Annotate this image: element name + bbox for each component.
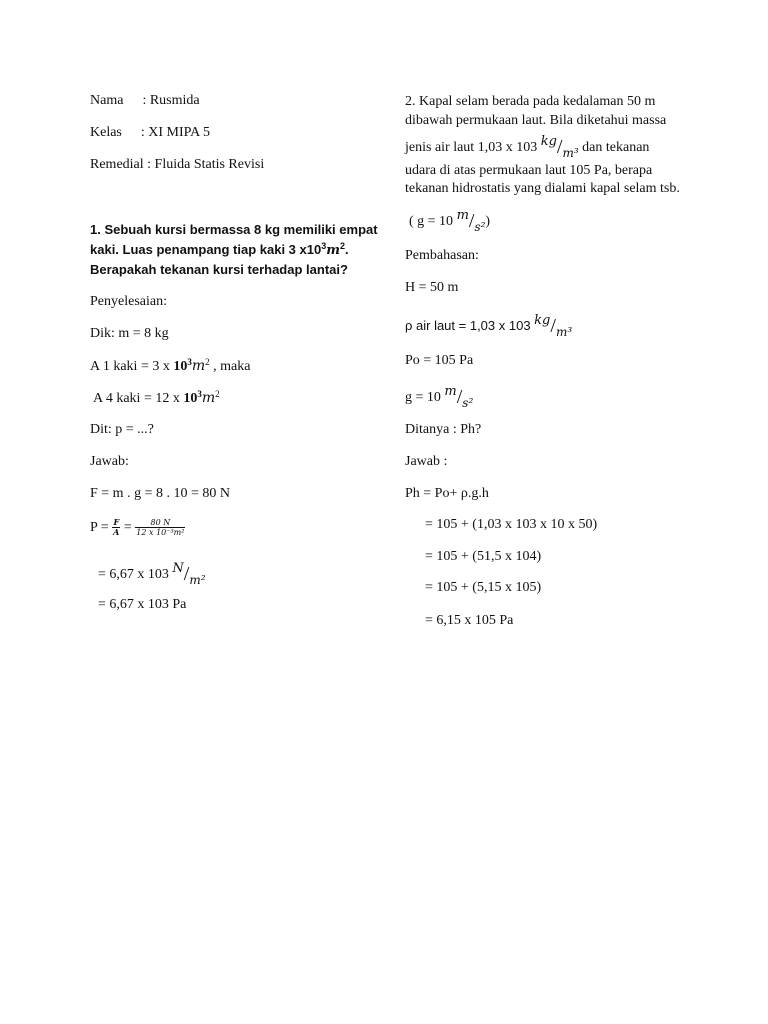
q1-penyelesaian: Penyelesaian:	[90, 294, 167, 309]
q1-r1-unit	[172, 561, 205, 586]
q2-pembahasan: Pembahasan:	[405, 248, 479, 263]
q2-g-unit-den: s²	[474, 220, 486, 234]
nama-row	[90, 92, 200, 110]
q1-a4-prefix: A 4 kaki = 12 x	[93, 391, 184, 406]
q1-p-prefix: P =	[90, 520, 109, 535]
q1-frac-f-over-a	[112, 518, 120, 537]
q1-line2-text: kaki. Luas penampang tiap kaki 3 x10	[90, 242, 322, 257]
q2-g-unit	[457, 208, 486, 233]
nama-value: : Rusmida	[142, 93, 200, 108]
q2-text-line5: tekanan hidrostatis yang dialami kapal selam tsb.	[405, 181, 680, 196]
q2-g-prefix: ( g = 10	[409, 214, 457, 229]
q1-a1-pow: 10	[173, 359, 188, 374]
q1-frac2-den: 12 x 10⁻³m²	[136, 528, 185, 538]
q2-step2: = 105 + (51,5 x 104)	[425, 549, 542, 564]
q2-text-line1: 2. Kapal selam berada pada kedalaman 50 m	[405, 94, 656, 109]
q1-jawab: Jawab:	[90, 454, 129, 469]
q2-rho-unit	[534, 313, 572, 338]
remedial-title: Remedial : Fluida Statis Revisi	[90, 157, 265, 172]
q1-force-eq: F = m . g = 8 . 10 = 80 N	[90, 486, 230, 501]
q1-text-line1: 1. Sebuah kursi bermassa 8 kg memiliki empat	[90, 222, 378, 237]
kelas-row	[90, 124, 210, 142]
q2-ph-formula: Ph = Po+ ρ.g.h	[405, 486, 489, 501]
q2-g	[405, 384, 473, 409]
kelas-value: : XI MIPA 5	[140, 125, 211, 140]
q2-line3-unit-num: kg	[540, 134, 557, 149]
q2-step4: = 6,15 x 105 Pa	[425, 613, 514, 628]
q1-a1	[90, 357, 250, 376]
q2-h: H = 50 m	[405, 280, 459, 295]
q1-text-line2	[90, 241, 349, 260]
q1-frac1-num: F	[113, 517, 120, 528]
q2-g2-slash: /	[456, 386, 463, 408]
q1-a4-m: m	[201, 390, 216, 406]
q1-frac-values	[135, 518, 185, 537]
nama-label: Nama	[90, 93, 124, 108]
q2-g2-unit	[444, 384, 473, 409]
q1-r1-prefix: = 6,67 x 103	[98, 567, 173, 582]
q1-r1-unit-den: m²	[189, 573, 206, 587]
q1-pressure-eq	[90, 515, 185, 541]
q1-frac2-num: 80 N	[135, 518, 185, 528]
q2-g-unit-num: m	[456, 208, 469, 223]
q2-line3-prefix: jenis air laut 1,03 x 103	[405, 140, 541, 155]
q2-line3-unit-den: m³	[562, 146, 579, 160]
q2-rho-unit-den: m³	[555, 325, 573, 339]
q1-a4-pow-exp: 3	[197, 389, 202, 399]
q2-jawab: Jawab :	[405, 454, 448, 469]
q1-line2-m: m	[326, 243, 340, 258]
q2-po: Po = 105 Pa	[405, 353, 474, 368]
q1-a4	[93, 389, 220, 408]
q2-text-line4: udara di atas permukaan laut 105 Pa, berapa	[405, 163, 653, 178]
q1-a1-m: m	[191, 358, 206, 374]
q1-a4-m-exp: 2	[215, 389, 220, 399]
q2-rho	[405, 313, 572, 338]
q2-rho-prefix: ρ air laut = 1,03 x 103	[405, 318, 535, 333]
q2-g2-unit-den: s²	[462, 396, 474, 410]
q1-a1-pow-exp: 3	[187, 357, 192, 367]
q2-g-suffix: )	[485, 214, 491, 229]
q1-a1-suffix: , maka	[209, 359, 251, 374]
q1-a1-m-exp: 2	[205, 357, 210, 367]
q2-line3-unit	[541, 134, 579, 159]
kelas-label: Kelas	[90, 125, 122, 140]
q1-a4-pow: 10	[183, 391, 198, 406]
q2-g2-prefix: g = 10	[405, 390, 445, 405]
q1-r1-unit-num: N	[172, 561, 184, 576]
q1-result1	[98, 561, 206, 586]
q1-dik: Dik: m = 8 kg	[90, 326, 169, 341]
q1-line2-exp: 3	[321, 241, 327, 251]
q1-p-eq: =	[123, 520, 132, 535]
q2-text-line3	[405, 134, 649, 159]
q2-text-line2: dibawah permukaan laut. Bila diketahui massa	[405, 113, 667, 128]
q2-rho-unit-num: kg	[534, 313, 551, 328]
q2-g-given	[409, 208, 490, 233]
q1-frac1-den: A	[113, 527, 120, 538]
q1-dit: Dit: p = ...?	[90, 422, 154, 437]
q2-ditanya: Ditanya : Ph?	[405, 422, 482, 437]
q2-rho-slash: /	[550, 315, 556, 337]
q1-r1-slash: /	[183, 563, 190, 585]
q1-line2-end: .	[345, 242, 349, 257]
q1-text-line3: Berapakah tekanan kursi terhadap lantai?	[90, 262, 348, 277]
q2-line3-slash: /	[556, 136, 563, 158]
q1-result2: = 6,67 x 103 Pa	[98, 597, 187, 612]
q2-step3: = 105 + (5,15 x 105)	[425, 580, 542, 595]
q2-line3-suffix: dan tekanan	[578, 140, 650, 155]
q1-line2-m-exp: 2	[340, 241, 346, 251]
q2-step1: = 105 + (1,03 x 103 x 10 x 50)	[425, 517, 598, 532]
q1-a1-prefix: A 1 kaki = 3 x	[90, 359, 174, 374]
q2-g-slash: /	[468, 210, 475, 232]
q2-g2-unit-num: m	[444, 384, 457, 399]
